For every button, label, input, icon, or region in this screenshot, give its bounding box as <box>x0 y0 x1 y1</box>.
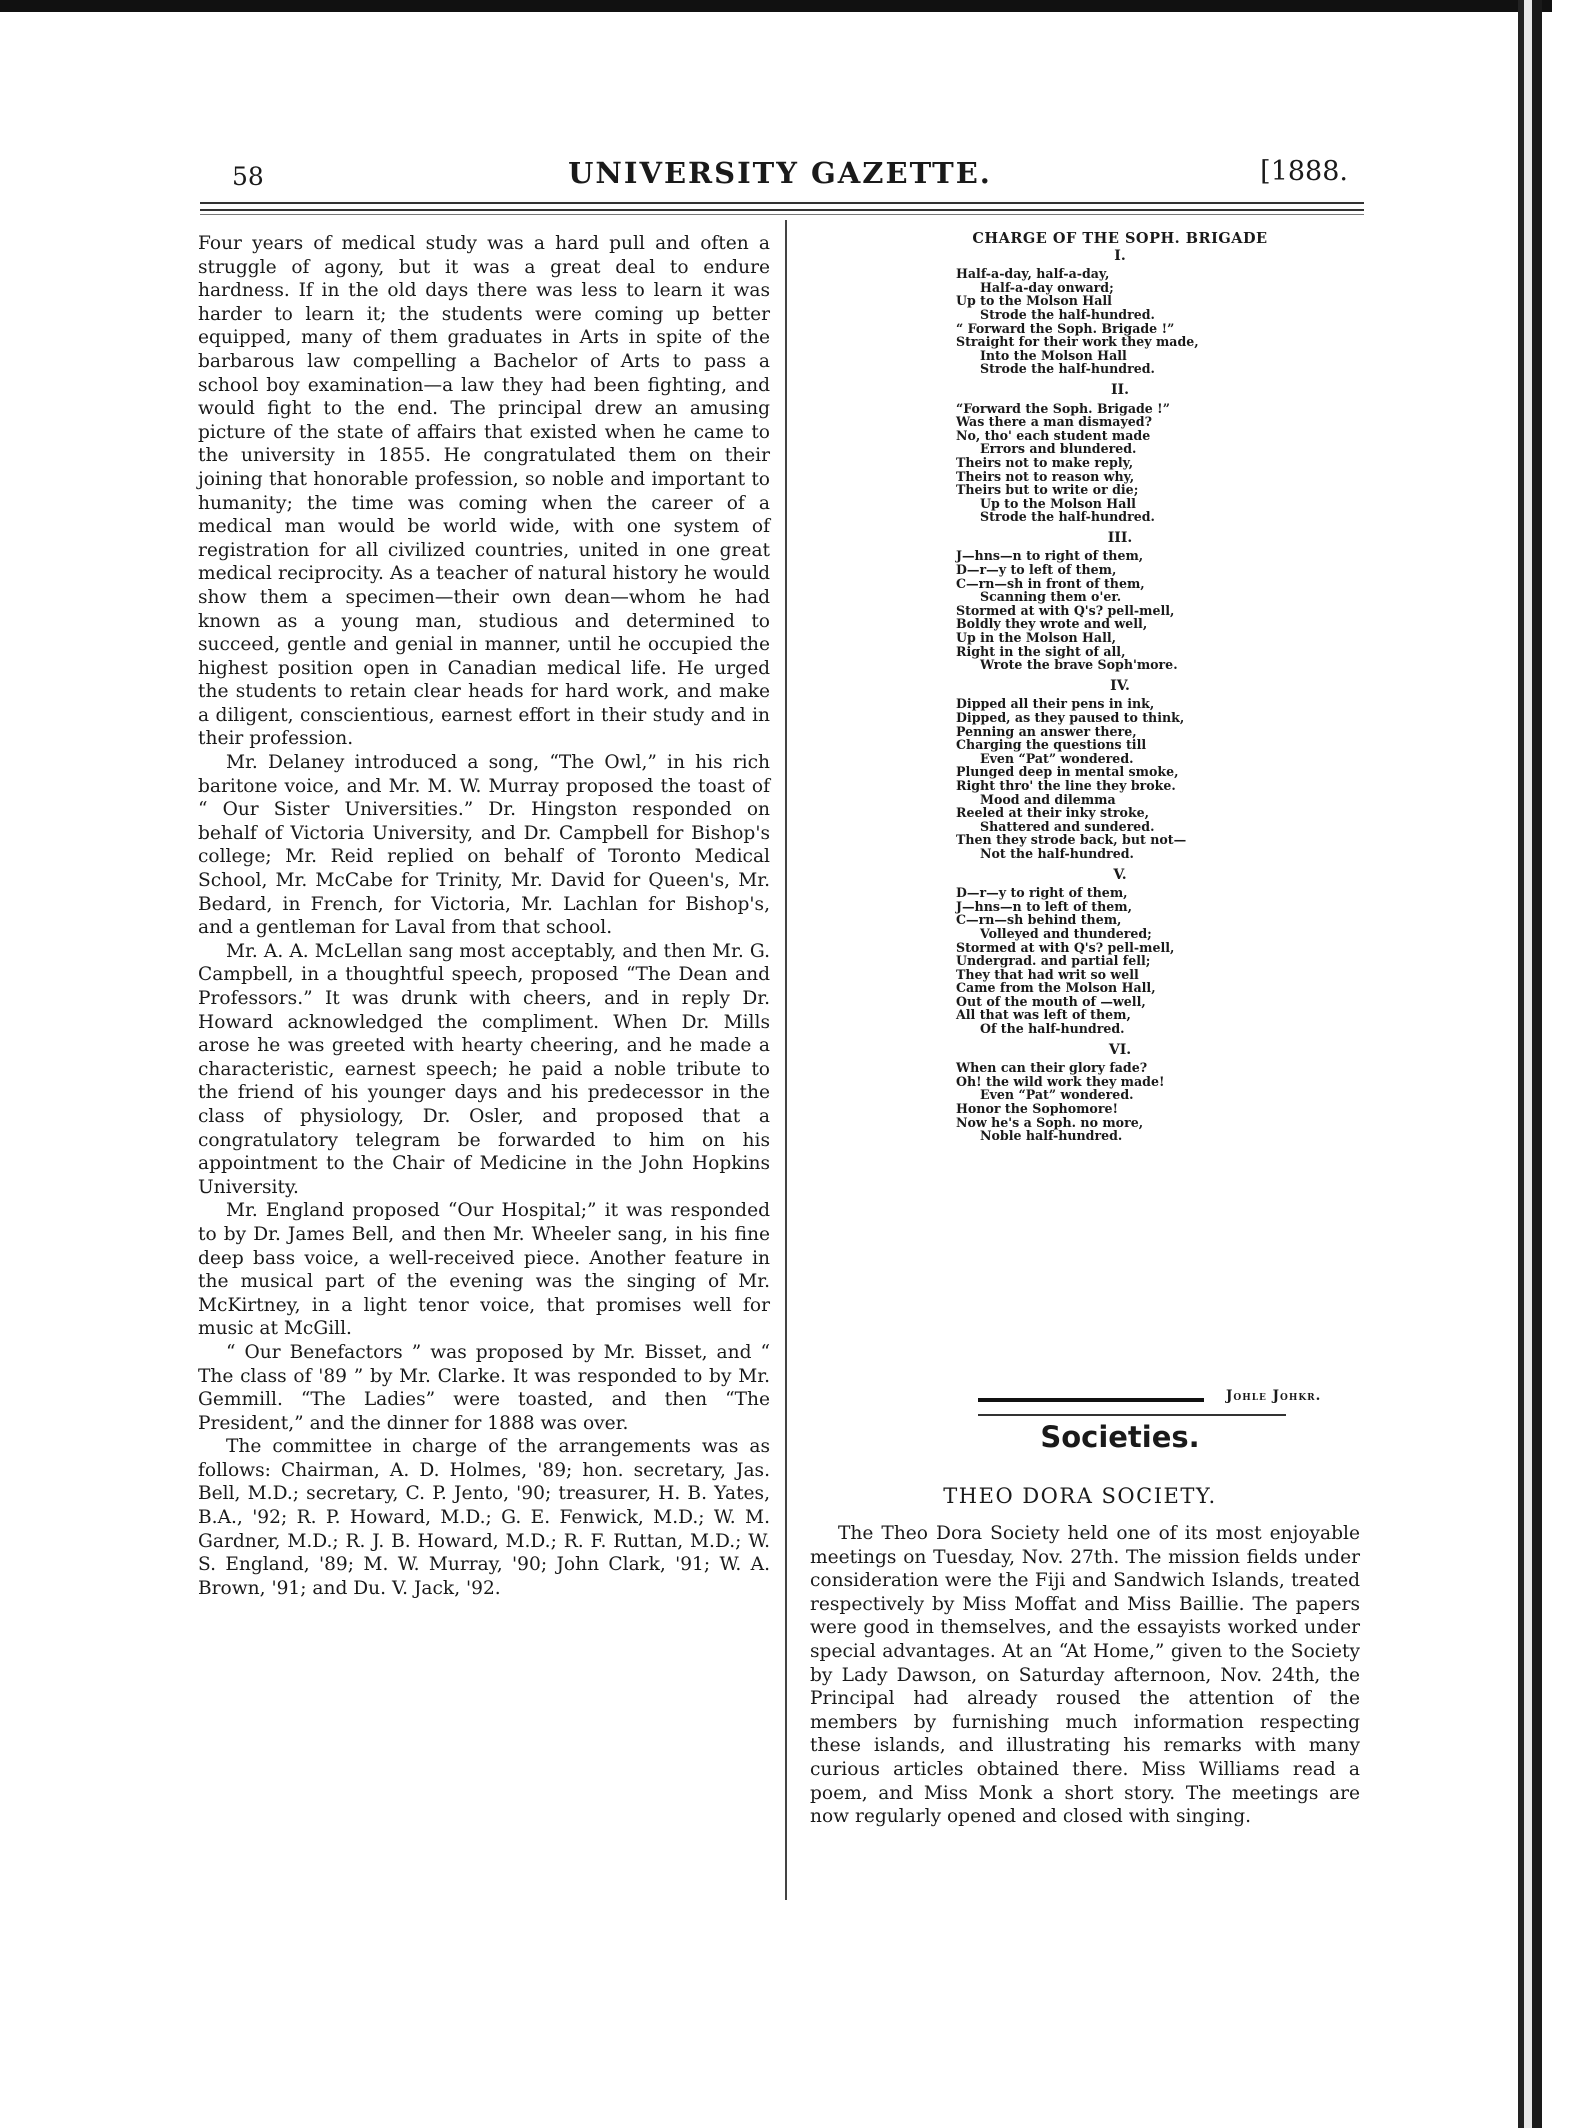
poem-line: No, tho' each student made <box>956 427 1151 443</box>
poem-line: D—r—y to right of them, <box>956 885 1128 901</box>
poem-line: Strode the half-hundred. <box>980 306 1155 322</box>
article-paragraph: The committee in charge of the arrangements was as follows: Chairman, A. D. Holmes, '89; hon. secretary, Jas. Bell, M.D.; secretary, C. P. Jento, '90; treasurer, H. B. Yates, B.A., '92; R. P. Howard, M.D.; G. E. Fenwick, M.D.; W. M. Gardner, M.D.; R. J. B. Howard, M.D.; R. F. Ruttan, M.D.; W. S. England, '89; M. W. Murray, '90; John Clark, '91; W. A. Brown, '91; and Du. V. Jack, '92. <box>198 1436 770 1599</box>
article-paragraph: Four years of medical study was a hard pull and often a struggle of agony, but it was a great deal to endure hardness. If in the old days there was less to learn it was harder to learn it; the students were coming up better equipped, many of them graduates in Arts in spite of the barbarous law compelling a Bachelor of Arts to pass a school boy examination—a law they had been fighting, and would fight to the end. The principal drew an amusing picture of the state of affairs that existed when he came to the university in 1855. He congratulated them on their joining that honorable profession, so noble and important to humanity; the time was coming when the career of a medical man would be world wide, with one system of registration for all civilized countries, united in one great medical reciprocity. As a teacher of natural history he would show them a specimen—their own dean—whom he had known as a young man, studious and determined to succeed, gentle and genial in manner, until he occupied the highest position open in Canadian medical life. He urged the students to retain clear heads for hard work, and make a diligent, conscientious, earnest effort in their study and in their profession. <box>198 233 770 750</box>
publication-title: UNIVERSITY GAZETTE. <box>568 156 992 190</box>
poem-line: Now he's a Soph. no more, <box>956 1114 1144 1130</box>
section-rule <box>978 1414 1286 1416</box>
page-gutter <box>1524 0 1532 2128</box>
stanza-number: III. <box>1107 529 1133 546</box>
stanza-number: V. <box>1113 866 1127 883</box>
poem-line: Undergrad. and partial fell; <box>956 953 1151 969</box>
poem-line: They that had writ so well <box>956 966 1139 982</box>
poem-line: Boldly they wrote and well, <box>956 616 1148 632</box>
stanza-number: VI. <box>1108 1041 1132 1058</box>
poem-line: Even “Pat” wondered. <box>980 750 1134 766</box>
poem-line: Up to the Molson Hall <box>980 495 1136 511</box>
poem-line: All that was left of them, <box>956 1007 1131 1023</box>
poem-signature: Johle Johkr. <box>1226 1388 1322 1404</box>
poem-line: Out of the mouth of —well, <box>956 993 1146 1009</box>
article-paragraph: “ Our Benefactors ” was proposed by Mr. Bisset, and “ The class of '89 ” by Mr. Clarke. It was responded to by Mr. Gemmill. “The Ladies” were toasted, and then “The President,” and the dinner for 1888 was over. <box>198 1341 770 1434</box>
poem-line: Shattered and sundered. <box>980 818 1155 834</box>
poem-line: Right thro' the line they broke. <box>956 777 1176 793</box>
poem-line: Stormed at with Q's? pell-mell, <box>956 602 1175 618</box>
poem-line: Volleyed and thundered; <box>980 925 1152 941</box>
poem-title: CHARGE OF THE SOPH. BRIGADE <box>972 230 1268 247</box>
poem-line: Errors and blundered. <box>980 441 1137 457</box>
poem-line: Wrote the brave Soph'more. <box>980 657 1178 673</box>
poem-line: Right in the sight of all, <box>956 643 1126 659</box>
poem-line: Penning an answer there, <box>956 723 1137 739</box>
column-divider <box>785 220 787 1900</box>
running-header <box>200 154 1360 194</box>
poem-line: Even “Pat” wondered. <box>980 1087 1134 1103</box>
poem-line: Noble half-hundred. <box>980 1128 1123 1144</box>
poem-line: Mood and dilemma <box>980 791 1116 807</box>
poem-line: Theirs but to write or die; <box>956 482 1139 498</box>
poem-line: Charging the questions till <box>956 737 1147 753</box>
header-thin-rule <box>200 214 1364 215</box>
poem-line: Scanning them o'er. <box>980 589 1122 605</box>
poem-line: Plunged deep in mental smoke, <box>956 764 1179 780</box>
poem-line: Honor the Sophomore! <box>956 1101 1119 1117</box>
poem-line: C—rn—sh in front of them, <box>956 575 1145 591</box>
poem-line: Into the Molson Hall <box>980 347 1127 363</box>
poem-line: Half-a-day onward; <box>980 279 1114 295</box>
left-column-article <box>198 232 770 1600</box>
page-number: 58 <box>232 162 264 191</box>
poem-line: Theirs not to reason why, <box>956 468 1135 484</box>
poem-line: D—r—y to left of them, <box>956 562 1117 578</box>
poem-line: Reeled at their inky stroke, <box>956 805 1150 821</box>
stanza-number: IV. <box>1110 677 1130 694</box>
poem-line: “ Forward the Soph. Brigade !” <box>956 320 1175 336</box>
poem-line: J—hns—n to left of them, <box>956 898 1133 914</box>
stanza-number: II. <box>1111 381 1129 398</box>
poem-line: When can their glory fade? <box>956 1060 1148 1076</box>
poem-stanzas <box>880 247 1360 1144</box>
societies-article <box>810 1522 1360 1829</box>
subheading-theo-dora-society: THEO DORA SOCIETY. <box>943 1484 1217 1508</box>
poem-charge-of-the-soph-brigade <box>880 232 1360 1143</box>
poem-line: Theirs not to make reply, <box>956 454 1134 470</box>
article-paragraph: Mr. A. A. McLellan sang most acceptably, and then Mr. G. Campbell, in a thoughtful speech, proposed “The Dean and Professors.” It was drunk with cheers, and in reply Dr. Howard acknowledged the compliment. When Dr. Mills arose he was greeted with hearty cheering, and he made a characteristic, earnest speech; he paid a noble tribute to the friend of his younger days and his predecessor in the class of physiology, Dr. Osler, and proposed that a congratulatory telegram be forwarded to him on his appointment to the Chair of Medicine in the John Hopkins University. <box>198 940 770 1198</box>
poem-line: C—rn—sh behind them, <box>956 912 1122 928</box>
poem-line: Up to the Molson Hall <box>956 293 1112 309</box>
poem-end-rule <box>978 1398 1204 1402</box>
poem-line: Up in the Molson Hall, <box>956 630 1117 646</box>
header-double-rule <box>200 202 1364 211</box>
poem-line: Was there a man dismayed? <box>956 414 1152 430</box>
poem-line: “Forward the Soph. Brigade !” <box>956 400 1170 416</box>
article-paragraph: The Theo Dora Society held one of its most enjoyable meetings on Tuesday, Nov. 27th. The mission fields under consideration were the Fiji and Sandwich Islands, treated respectively by Miss Moffat and Miss Baillie. The papers were good in themselves, and the essayists worked under special advantages. At an “At Home,” given to the Society by Lady Dawson, on Saturday afternoon, Nov. 24th, the Principal had already roused the attention of the members by furnishing much information respecting these islands, and illustrating his remarks with many curious articles obtained there. Miss Williams read a poem, and Miss Monk a short story. The meetings are now regularly opened and closed with singing. <box>810 1523 1360 1828</box>
poem-line: Came from the Molson Hall, <box>956 980 1156 996</box>
poem-line: Dipped, as they paused to think, <box>956 710 1185 725</box>
poem-line: Oh! the wild work they made! <box>956 1073 1165 1089</box>
section-heading-societies: Societies. <box>1040 1420 1200 1454</box>
poem-line: Half-a-day, half-a-day, <box>956 266 1110 282</box>
poem-line: Strode the half-hundred. <box>980 509 1155 525</box>
article-paragraph: Mr. Delaney introduced a song, “The Owl,” in his rich baritone voice, and Mr. M. W. Murray proposed the toast of “ Our Sister Universities.” Dr. Hingston responded on behalf of Victoria University, and Dr. Campbell for Bishop's college; Mr. Reid replied on behalf of Toronto Medical School, Mr. McCabe for Trinity, Mr. David for Queen's, Mr. Bedard, in French, for Victoria, Mr. Lachlan for Bishop's, and a gentleman for Laval from that school. <box>198 752 770 939</box>
poem-line: Straight for their work they made, <box>956 334 1199 350</box>
poem-line: Stormed at with Q's? pell-mell, <box>956 939 1175 955</box>
page-top-border <box>0 0 1552 12</box>
poem-line: Strode the half-hundred. <box>980 361 1155 377</box>
stanza-number: I. <box>1114 247 1126 264</box>
poem-line: Not the half-hundred. <box>980 845 1134 861</box>
article-paragraph: Mr. England proposed “Our Hospital;” it was responded to by Dr. James Bell, and then Mr. Wheeler sang, in his fine deep bass voice, a well-received piece. Another feature in the musical part of the evening was the singing of Mr. McKirtney, in a light tenor voice, that promises well for music at McGill. <box>198 1200 770 1340</box>
poem-line: Of the half-hundred. <box>980 1021 1125 1037</box>
poem-line: Dipped all their pens in ink, <box>956 696 1155 712</box>
scan-edge <box>1532 0 1542 2128</box>
header-year: [1888. <box>1260 156 1348 187</box>
poem-line: J—hns—n to right of them, <box>956 548 1144 564</box>
poem-line: Then they strode back, but not— <box>956 832 1187 848</box>
